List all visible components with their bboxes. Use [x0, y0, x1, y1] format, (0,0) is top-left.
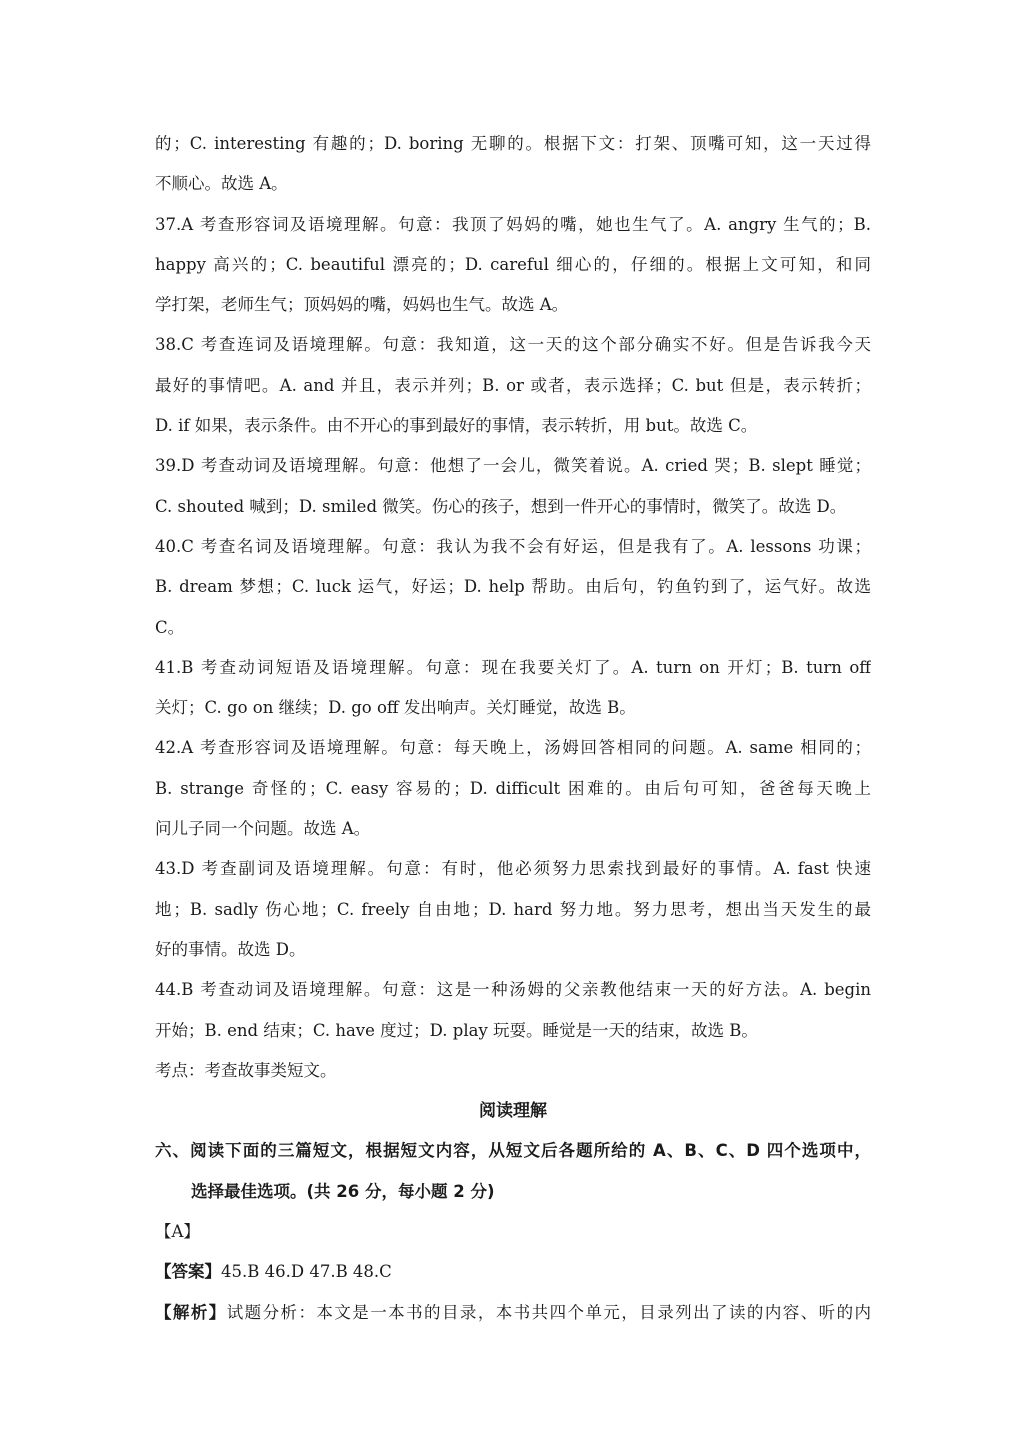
text-line: 的；C. interesting 有趣的；D. boring 无聊的。根据下文：打架、顶嘴可知，这一天过得 [155, 134, 871, 153]
text-line: 38.C 考查连词及语境理解。句意：我知道，这一天的这个部分确实不好。但是告诉我今天 [155, 335, 871, 355]
explanation-block [155, 124, 871, 1091]
answer-label: 【答案】 [155, 1262, 221, 1282]
text-line: C。 [155, 617, 185, 637]
text-line: 考点：考查故事类短文。 [155, 1060, 337, 1080]
text-line: happy 高兴的；C. beautiful 漂亮的；D. careful 细心的，仔细的。根据上文可知，和同 [155, 254, 871, 274]
analysis-line [155, 1293, 871, 1333]
text-line: 关灯；C. go on 继续；D. go off 发出响声。关灯睡觉，故选 B。 [155, 698, 636, 718]
text-line: 问儿子同一个问题。故选 A。 [155, 819, 371, 839]
text-line: 开始；B. end 结束；C. have 度过；D. play 玩耍。睡觉是一天的结束，故选 B。 [155, 1020, 758, 1040]
analysis-text: 试题分析：本文是一本书的目录，本书共四个单元，目录列出了读的内容、听的内 [226, 1302, 871, 1322]
question-instruction-line-1: 六、阅读下面的三篇短文，根据短文内容，从短文后各题所给的 A、B、C、D 四个选项中， [155, 1141, 871, 1161]
text-line: 37.A 考查形容词及语境理解。句意：我顶了妈妈的嘴，她也生气了。A. angry 生气的；B. [155, 214, 871, 234]
text-line: 44.B 考查动词及语境理解。句意：这是一种汤姆的父亲教他结束一天的好方法。A. begin [155, 980, 871, 1000]
passage-label: 【A】 [155, 1222, 200, 1242]
text-line: 地；B. sadly 伤心地；C. freely 自由地；D. hard 努力地。努力思考，想出当天发生的最 [155, 899, 871, 919]
question-instruction-line-2: 选择最佳选项。(共 26 分，每小题 2 分) [191, 1181, 495, 1201]
text-line: B. strange 奇怪的；C. easy 容易的；D. difficult 困难的。由后句可知，爸爸每天晚上 [155, 778, 871, 798]
text-line: 42.A 考查形容词及语境理解。句意：每天晚上，汤姆回答相同的问题。A. same 相同的； [155, 738, 871, 758]
text-line: 41.B 考查动词短语及语境理解。句意：现在我要关灯了。A. turn on 开灯；B. turn off [155, 657, 871, 677]
text-line: 43.D 考查副词及语境理解。句意：有时，他必须努力思索找到最好的事情。A. fast 快速 [155, 859, 871, 879]
text-line: 学打架，老师生气；顶妈妈的嘴，妈妈也生气。故选 A。 [155, 295, 569, 315]
text-line: 好的事情。故选 D。 [155, 939, 306, 959]
document-page [155, 124, 871, 1333]
text-line: B. dream 梦想；C. luck 运气，好运；D. help 帮助。由后句，钓鱼钓到了，运气好。故选 [155, 577, 871, 597]
text-line: 39.D 考查动词及语境理解。句意：他想了一会儿，微笑着说。A. cried 哭；B. slept 睡觉； [155, 456, 871, 476]
answer-line [155, 1252, 871, 1292]
text-line: 40.C 考查名词及语境理解。句意：我认为我不会有好运，但是我有了。A. lessons 功课； [155, 536, 871, 556]
text-line: D. if 如果，表示条件。由不开心的事到最好的事情，表示转折，用 but。故选 C。 [155, 416, 758, 436]
text-line: C. shouted 喊到；D. smiled 微笑。伤心的孩子，想到一件开心的事情时，微笑了。故选 D。 [155, 496, 847, 516]
answer-text: 45.B 46.D 47.B 48.C [221, 1262, 392, 1282]
section-heading: 阅读理解 [479, 1101, 547, 1122]
analysis-label: 【解析】 [155, 1302, 227, 1322]
text-line: 不顺心。故选 A。 [155, 174, 288, 194]
text-line: 最好的事情吧。A. and 并且，表示并列；B. or 或者，表示选择；C. but 但是，表示转折； [155, 375, 871, 395]
